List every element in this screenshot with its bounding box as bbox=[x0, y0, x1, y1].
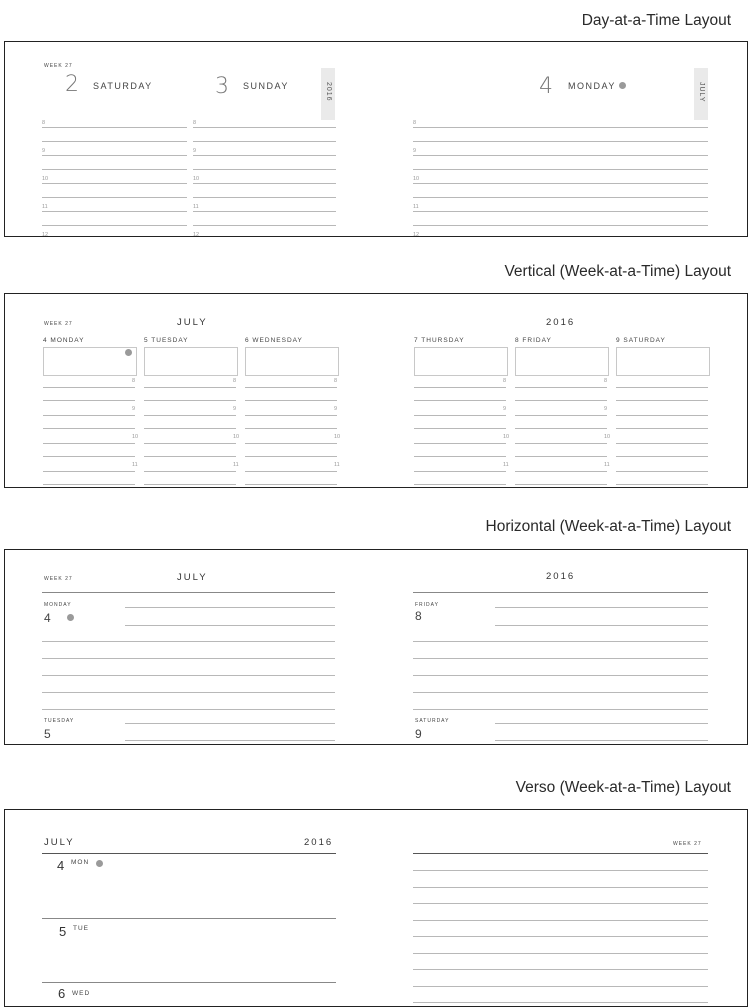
day-number: 8 bbox=[415, 609, 422, 623]
ruling-line bbox=[245, 428, 337, 429]
ruling-line bbox=[144, 484, 236, 485]
ruling-line bbox=[193, 211, 336, 212]
hour-label: 8 bbox=[193, 120, 197, 126]
hour-label: 12 bbox=[413, 232, 420, 237]
year-title: 2016 bbox=[304, 837, 334, 848]
ruling-line bbox=[193, 183, 336, 184]
ruling-line bbox=[245, 387, 337, 388]
moon-phase-dot bbox=[125, 349, 132, 356]
horizontal-layout-panel bbox=[4, 549, 748, 745]
ruling-line bbox=[193, 197, 336, 198]
ruling-line bbox=[413, 197, 708, 198]
hour-label: 10 bbox=[132, 434, 139, 440]
hour-label: 8 bbox=[334, 378, 338, 384]
ruling-line bbox=[413, 887, 708, 888]
hour-label: 12 bbox=[193, 232, 200, 237]
ruling-line bbox=[245, 415, 337, 416]
day-name: FRIDAY bbox=[415, 602, 439, 608]
ruling-line bbox=[144, 387, 236, 388]
ruling-line bbox=[515, 443, 607, 444]
ruling-line bbox=[144, 400, 236, 401]
day-number: 4 bbox=[57, 858, 65, 873]
moon-phase-dot bbox=[619, 82, 626, 89]
ruling-line bbox=[193, 127, 336, 128]
ruling-line bbox=[193, 155, 336, 156]
ruling-line bbox=[42, 641, 335, 642]
ruling-line bbox=[413, 969, 708, 970]
hour-label: 11 bbox=[604, 462, 610, 468]
day-number: 4 bbox=[44, 611, 51, 625]
ruling-line bbox=[43, 443, 135, 444]
week-label: WEEK 27 bbox=[673, 841, 702, 847]
day-name: SATURDAY bbox=[93, 81, 153, 91]
year-tab-label: 2016 bbox=[325, 82, 332, 102]
hour-label: 11 bbox=[334, 462, 340, 468]
hour-label: 8 bbox=[503, 378, 507, 384]
ruling-line bbox=[413, 903, 708, 904]
day-header: 4 MONDAY bbox=[43, 337, 85, 344]
day-name: MON bbox=[71, 859, 90, 866]
ruling-line bbox=[413, 692, 708, 693]
ruling-line bbox=[414, 400, 506, 401]
ruling-line bbox=[193, 225, 336, 226]
day-name: TUE bbox=[73, 925, 89, 932]
day-header: 5 TUESDAY bbox=[144, 337, 189, 344]
ruling-line bbox=[42, 675, 335, 676]
ruling-line bbox=[193, 169, 336, 170]
ruling-line bbox=[413, 920, 708, 921]
ruling-line bbox=[413, 953, 708, 954]
ruling-line bbox=[515, 415, 607, 416]
moon-phase-dot bbox=[67, 614, 74, 621]
ruling-line bbox=[245, 443, 337, 444]
day-number: 5 bbox=[59, 924, 67, 939]
header-rule bbox=[413, 592, 708, 593]
ruling-line bbox=[413, 211, 708, 212]
caption-verso-layout: Verso (Week-at-a-Time) Layout bbox=[515, 779, 731, 796]
ruling-line bbox=[42, 169, 187, 170]
hour-label: 12 bbox=[42, 232, 49, 237]
ruling-line bbox=[414, 387, 506, 388]
caption-day-layout: Day-at-a-Time Layout bbox=[581, 12, 731, 29]
ruling-line bbox=[413, 1002, 708, 1003]
hour-label: 9 bbox=[132, 406, 136, 412]
ruling-line bbox=[515, 456, 607, 457]
month-title: JULY bbox=[44, 837, 75, 848]
day-name: MONDAY bbox=[44, 602, 72, 608]
ruling-line bbox=[616, 456, 708, 457]
ruling-line bbox=[414, 484, 506, 485]
day-name: SATURDAY bbox=[415, 718, 450, 724]
day-header: 7 THURSDAY bbox=[414, 337, 465, 344]
ruling-line bbox=[414, 415, 506, 416]
caption-vertical-layout: Vertical (Week-at-a-Time) Layout bbox=[504, 263, 731, 280]
ruling-line bbox=[414, 443, 506, 444]
ruling-line bbox=[495, 740, 708, 741]
day-number: 4 bbox=[539, 74, 553, 99]
ruling-line bbox=[193, 141, 336, 142]
hour-label: 10 bbox=[42, 176, 49, 182]
verso-layout-panel bbox=[4, 809, 748, 1007]
ruling-line bbox=[42, 658, 335, 659]
vertical-layout-panel bbox=[4, 293, 748, 488]
day-header: 8 FRIDAY bbox=[515, 337, 552, 344]
ruling-line bbox=[413, 169, 708, 170]
day-layout-panel bbox=[4, 41, 748, 237]
day-name: TUESDAY bbox=[44, 718, 75, 724]
hour-label: 9 bbox=[334, 406, 338, 412]
ruling-line bbox=[413, 141, 708, 142]
hour-label: 9 bbox=[604, 406, 608, 412]
hour-label: 10 bbox=[233, 434, 240, 440]
week-label: WEEK 27 bbox=[44, 576, 73, 582]
ruling-line bbox=[616, 484, 708, 485]
day-box bbox=[414, 347, 508, 376]
ruling-line bbox=[616, 443, 708, 444]
ruling-line bbox=[413, 936, 708, 937]
ruling-line bbox=[125, 625, 335, 626]
ruling-line bbox=[245, 484, 337, 485]
day-divider bbox=[42, 918, 336, 919]
ruling-line bbox=[413, 225, 708, 226]
ruling-line bbox=[144, 428, 236, 429]
hour-label: 9 bbox=[233, 406, 237, 412]
ruling-line bbox=[413, 155, 708, 156]
hour-label: 10 bbox=[334, 434, 341, 440]
header-rule bbox=[413, 853, 708, 854]
year-title: 2016 bbox=[546, 571, 576, 582]
ruling-line bbox=[43, 387, 135, 388]
ruling-line bbox=[515, 428, 607, 429]
ruling-line bbox=[616, 415, 708, 416]
ruling-line bbox=[43, 456, 135, 457]
week-label: WEEK 27 bbox=[44, 63, 73, 69]
day-name: WED bbox=[72, 990, 91, 997]
ruling-line bbox=[144, 456, 236, 457]
year-title: 2016 bbox=[546, 317, 576, 328]
ruling-line bbox=[43, 484, 135, 485]
ruling-line bbox=[414, 471, 506, 472]
ruling-line bbox=[125, 607, 335, 608]
ruling-line bbox=[515, 484, 607, 485]
ruling-line bbox=[42, 211, 187, 212]
ruling-line bbox=[245, 471, 337, 472]
hour-label: 11 bbox=[503, 462, 509, 468]
ruling-line bbox=[616, 387, 708, 388]
day-number: 3 bbox=[215, 74, 229, 99]
month-tab-label: JULY bbox=[698, 82, 705, 103]
hour-label: 11 bbox=[233, 462, 239, 468]
ruling-line bbox=[515, 471, 607, 472]
ruling-line bbox=[414, 456, 506, 457]
hour-label: 11 bbox=[413, 204, 419, 210]
ruling-line bbox=[616, 428, 708, 429]
hour-label: 8 bbox=[604, 378, 608, 384]
day-box bbox=[144, 347, 238, 376]
hour-label: 9 bbox=[503, 406, 507, 412]
ruling-line bbox=[43, 400, 135, 401]
ruling-line bbox=[413, 641, 708, 642]
hour-label: 10 bbox=[193, 176, 200, 182]
ruling-line bbox=[414, 428, 506, 429]
moon-phase-dot bbox=[96, 860, 103, 867]
ruling-line bbox=[144, 471, 236, 472]
hour-label: 9 bbox=[193, 148, 197, 154]
ruling-line bbox=[125, 723, 335, 724]
day-box bbox=[43, 347, 137, 376]
header-rule bbox=[42, 853, 336, 854]
ruling-line bbox=[413, 183, 708, 184]
day-number: 2 bbox=[65, 72, 79, 97]
day-name: MONDAY bbox=[568, 81, 616, 91]
hour-label: 8 bbox=[413, 120, 417, 126]
hour-label: 8 bbox=[42, 120, 46, 126]
week-label: WEEK 27 bbox=[44, 321, 73, 327]
day-box bbox=[245, 347, 339, 376]
day-divider bbox=[42, 982, 336, 983]
day-header: 6 WEDNESDAY bbox=[245, 337, 303, 344]
hour-label: 11 bbox=[132, 462, 138, 468]
ruling-line bbox=[515, 387, 607, 388]
day-name: SUNDAY bbox=[243, 81, 289, 91]
ruling-line bbox=[42, 225, 187, 226]
ruling-line bbox=[413, 658, 708, 659]
ruling-line bbox=[515, 400, 607, 401]
day-number: 6 bbox=[58, 986, 66, 1001]
ruling-line bbox=[42, 127, 187, 128]
ruling-line bbox=[144, 443, 236, 444]
ruling-line bbox=[413, 675, 708, 676]
caption-horizontal-layout: Horizontal (Week-at-a-Time) Layout bbox=[485, 518, 731, 535]
ruling-line bbox=[495, 607, 708, 608]
day-header: 9 SATURDAY bbox=[616, 337, 666, 344]
month-title: JULY bbox=[177, 572, 208, 583]
ruling-line bbox=[42, 692, 335, 693]
header-rule bbox=[42, 592, 335, 593]
ruling-line bbox=[495, 723, 708, 724]
ruling-line bbox=[125, 740, 335, 741]
month-title: JULY bbox=[177, 317, 208, 328]
day-number: 9 bbox=[415, 727, 422, 741]
ruling-line bbox=[42, 709, 335, 710]
hour-label: 8 bbox=[132, 378, 136, 384]
hour-label: 10 bbox=[604, 434, 611, 440]
hour-label: 11 bbox=[42, 204, 48, 210]
ruling-line bbox=[43, 428, 135, 429]
ruling-line bbox=[42, 155, 187, 156]
day-number: 5 bbox=[44, 727, 51, 741]
day-box bbox=[515, 347, 609, 376]
hour-label: 11 bbox=[193, 204, 199, 210]
hour-label: 10 bbox=[413, 176, 420, 182]
hour-label: 9 bbox=[42, 148, 46, 154]
ruling-line bbox=[616, 400, 708, 401]
ruling-line bbox=[495, 625, 708, 626]
ruling-line bbox=[43, 471, 135, 472]
hour-label: 8 bbox=[233, 378, 237, 384]
ruling-line bbox=[413, 709, 708, 710]
ruling-line bbox=[42, 141, 187, 142]
ruling-line bbox=[42, 197, 187, 198]
hour-label: 10 bbox=[503, 434, 510, 440]
ruling-line bbox=[42, 183, 187, 184]
ruling-line bbox=[616, 471, 708, 472]
ruling-line bbox=[43, 415, 135, 416]
day-box bbox=[616, 347, 710, 376]
hour-label: 9 bbox=[413, 148, 417, 154]
ruling-line bbox=[245, 400, 337, 401]
ruling-line bbox=[413, 127, 708, 128]
ruling-line bbox=[413, 870, 708, 871]
ruling-line bbox=[245, 456, 337, 457]
ruling-line bbox=[144, 415, 236, 416]
ruling-line bbox=[413, 986, 708, 987]
